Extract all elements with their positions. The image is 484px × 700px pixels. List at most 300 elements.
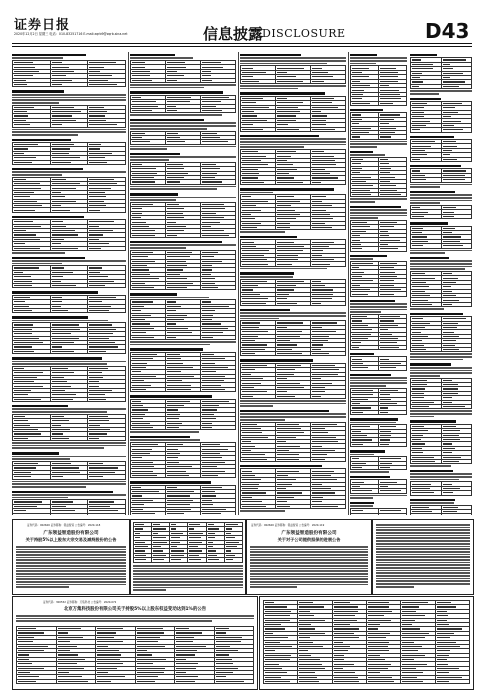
text-line: [16, 618, 254, 620]
text-line: [16, 557, 126, 559]
notice-company: 广东领益智造股份有限公司: [281, 531, 337, 536]
data-table: [350, 220, 407, 252]
text-line: [350, 495, 407, 497]
text-column-4: [350, 52, 407, 515]
text-line: [376, 572, 470, 574]
text-line: [410, 410, 472, 412]
text-line: [376, 554, 470, 556]
text-line: [376, 567, 470, 569]
data-table: [350, 388, 407, 415]
text-line: [350, 382, 407, 384]
text-line: [410, 473, 472, 475]
text-line: [12, 260, 126, 262]
text-line: [16, 584, 126, 586]
edition-info: [14, 31, 128, 36]
text-line: [12, 456, 126, 458]
notice-guarantee-progress: [246, 519, 372, 595]
disclosure-block: [12, 139, 126, 165]
data-table: [130, 162, 236, 185]
data-table: [240, 320, 346, 356]
section-heading: [410, 136, 454, 138]
text-line: [12, 174, 62, 176]
data-table: [410, 101, 472, 133]
disclosure-block: [350, 418, 407, 447]
section-heading: [410, 98, 441, 100]
text-line: [376, 532, 470, 534]
data-table: [130, 60, 236, 83]
text-line: [350, 217, 378, 219]
equity-change-table: [16, 626, 254, 686]
text-line: [130, 439, 200, 441]
text-line: [410, 370, 472, 372]
text-line: [376, 524, 470, 526]
data-table: [350, 479, 407, 493]
text-line: [350, 201, 375, 203]
text-line: [12, 411, 107, 413]
data-table: [130, 442, 236, 478]
section-heading: [12, 216, 84, 218]
text-line: [376, 535, 470, 537]
text-line: [133, 589, 166, 591]
data-table: [130, 399, 236, 431]
text-line: [130, 156, 236, 158]
text-column-3: [240, 52, 346, 515]
text-line: [16, 565, 126, 567]
section-heading: [130, 481, 211, 483]
text-line: [410, 413, 472, 415]
text-line: [16, 546, 126, 548]
section-heading: [410, 313, 463, 315]
disclosure-block: [12, 405, 126, 449]
section-heading: [12, 491, 113, 493]
disclosure-block: [410, 470, 472, 496]
text-line: [250, 551, 368, 553]
text-line: [350, 154, 385, 156]
data-table: [240, 422, 346, 463]
notice-code: 证券代码：002600 证券简称：领益智造 公告编号：2020-118: [27, 524, 101, 527]
notice-equity-change: [12, 596, 258, 690]
text-line: [240, 231, 285, 233]
data-table: [130, 485, 236, 515]
text-line: [130, 87, 204, 89]
text-line: [240, 416, 346, 418]
data-table: [12, 177, 126, 213]
disclosure-block: [240, 54, 346, 89]
section-heading: [240, 135, 319, 137]
text-line: [133, 576, 243, 578]
text-line: [350, 422, 396, 424]
text-line: [350, 309, 407, 311]
text-line: [350, 146, 377, 148]
text-line: [410, 353, 472, 355]
text-line: [133, 578, 243, 580]
data-table: [410, 168, 472, 182]
header-rule-thin: [12, 46, 472, 47]
text-line: [376, 583, 470, 585]
data-table: [12, 366, 126, 402]
section-heading: [240, 54, 301, 56]
notice-title: 北京万集科技股份有限公司关于持股5%以上股东权益变动达到1%的公告: [63, 607, 207, 612]
text-line: [16, 586, 69, 588]
text-line: [240, 510, 285, 512]
section-heading: [12, 90, 64, 92]
data-table: [410, 226, 472, 249]
text-line: [250, 565, 368, 567]
data-table: [16, 626, 254, 684]
text-line: [16, 559, 126, 561]
text-line: [410, 202, 440, 204]
disclosure-block: [240, 236, 346, 269]
text-line: [250, 586, 297, 588]
disclosure-block: [410, 499, 472, 515]
text-line: [240, 192, 273, 194]
text-line: [350, 497, 373, 499]
text-line: [240, 144, 346, 146]
text-line: [130, 114, 222, 116]
disclosure-block: [130, 153, 236, 190]
data-table: [350, 314, 407, 350]
text-line: [12, 57, 63, 59]
section-title: 信息披露: [203, 25, 264, 43]
text-line: [376, 543, 470, 545]
disclosure-block: [350, 300, 407, 350]
text-line: [410, 260, 472, 262]
text-line: [12, 361, 126, 363]
text-line: [410, 266, 472, 268]
text-line: [410, 194, 472, 196]
text-line: [240, 312, 346, 314]
text-line: [410, 186, 440, 188]
data-table: [263, 600, 470, 684]
text-column-2: [130, 52, 236, 515]
text-line: [376, 548, 470, 550]
text-line: [12, 97, 126, 99]
newspaper-logo: 证券日报: [14, 18, 71, 33]
section-heading: [410, 165, 461, 167]
text-line: [130, 84, 236, 86]
text-line: [350, 505, 373, 507]
data-table: [133, 522, 243, 563]
disclosure-block: [240, 135, 346, 185]
text-line: [240, 405, 273, 407]
notice-table-right: [259, 596, 474, 690]
text-line: [130, 122, 236, 124]
text-line: [133, 584, 243, 586]
text-line: [130, 344, 210, 346]
text-line: [12, 442, 126, 444]
text-line: [12, 486, 86, 488]
text-line: [133, 587, 243, 589]
text-line: [410, 359, 463, 361]
disclosure-block: [350, 109, 407, 148]
disclosure-block: [130, 54, 236, 88]
text-line: [130, 159, 169, 161]
disclosure-block: [350, 151, 407, 203]
disclosure-block: [12, 54, 126, 87]
disclosure-block: [410, 420, 472, 467]
column-divider: [238, 52, 239, 515]
section-heading: [410, 257, 449, 259]
text-line: [250, 576, 368, 578]
text-line: [376, 580, 470, 582]
section-heading: [130, 91, 223, 93]
disclosure-block: [240, 359, 346, 407]
text-line: [240, 141, 346, 143]
disclosure-block: [240, 188, 346, 233]
text-line: [16, 581, 126, 583]
data-table: [410, 139, 472, 162]
text-line: [350, 303, 407, 305]
data-table: [130, 202, 236, 238]
text-line: [350, 60, 407, 62]
section-heading: [240, 309, 290, 311]
data-table: [240, 363, 346, 399]
data-table: [12, 499, 126, 515]
data-table: [130, 95, 236, 114]
text-line: [410, 184, 472, 186]
text-line: [133, 581, 243, 583]
notice-code: 证券代码：002600 证券简称：领益智造 公告编号：2020-119: [251, 524, 325, 527]
section-heading: [240, 188, 334, 190]
section-heading: [130, 241, 222, 243]
data-table: [240, 279, 346, 306]
disclosure-block: [130, 395, 236, 433]
section-heading: [410, 54, 437, 56]
section-heading: [12, 257, 85, 259]
data-table: [12, 105, 126, 128]
text-line: [376, 559, 470, 561]
section-heading: [410, 420, 456, 422]
text-line: [410, 250, 472, 252]
text-line: [16, 568, 126, 570]
text-line: [350, 198, 407, 200]
data-table: [240, 65, 346, 84]
section-heading: [12, 452, 59, 454]
disclosure-block: [410, 165, 472, 188]
text-line: [130, 186, 236, 188]
text-line: [250, 573, 368, 575]
section-heading: [130, 193, 178, 195]
text-line: [130, 431, 199, 433]
page-number: D43: [425, 19, 470, 43]
disclosure-block: [240, 92, 346, 132]
disclosure-block: [130, 91, 236, 116]
section-heading: [350, 255, 387, 257]
disclosure-block: [130, 293, 236, 345]
text-line: [130, 128, 207, 130]
section-heading: [350, 450, 385, 452]
text-line: [16, 551, 126, 553]
text-line: [410, 263, 472, 265]
section-heading: [12, 357, 102, 359]
data-table: [410, 271, 472, 307]
data-table: [350, 112, 407, 139]
section-heading: [130, 54, 175, 56]
disclosure-block: [12, 168, 126, 213]
section-heading: [240, 359, 313, 361]
notice-body: [250, 545, 368, 591]
text-line: [350, 306, 407, 308]
text-line: [410, 367, 472, 369]
disclosure-block: [12, 357, 126, 402]
text-line: [12, 458, 70, 460]
section-heading: [350, 502, 374, 504]
text-line: [410, 375, 440, 377]
text-line: [12, 447, 104, 449]
text-line: [250, 554, 368, 556]
text-line: [12, 252, 65, 254]
data-table: [240, 468, 346, 509]
disclosure-block: [350, 476, 407, 499]
text-line: [130, 57, 193, 59]
section-heading: [240, 465, 322, 467]
disclosure-block: [410, 313, 472, 361]
disclosure-block: [130, 193, 236, 238]
notice-company: 广东领益智造股份有限公司: [43, 531, 99, 536]
section-heading: [240, 92, 325, 94]
data-table: [240, 149, 346, 185]
text-line: [350, 471, 389, 473]
text-line: [12, 102, 59, 104]
section-heading: [350, 300, 395, 302]
disclosure-block: [350, 255, 407, 297]
data-table: [350, 456, 407, 470]
text-line: [12, 129, 126, 131]
text-line: [350, 377, 407, 379]
text-line: [250, 557, 368, 559]
text-line: [410, 252, 445, 254]
column-divider: [348, 52, 349, 515]
data-table: [12, 265, 126, 288]
data-table: [130, 250, 236, 291]
text-line: [240, 268, 327, 270]
text-line: [16, 615, 254, 617]
disclosure-block: [240, 465, 346, 512]
text-line: [12, 263, 62, 265]
data-table: [240, 96, 346, 132]
text-line: [410, 93, 439, 95]
data-table: [240, 194, 346, 230]
text-line: [240, 419, 285, 421]
section-heading: [410, 470, 453, 472]
data-table: [410, 205, 472, 219]
text-line: [133, 568, 243, 570]
data-table: [12, 219, 126, 251]
text-line: [133, 565, 243, 567]
text-line: [16, 549, 126, 551]
text-line: [12, 408, 126, 410]
text-line: [376, 540, 470, 542]
notice-body: [16, 545, 126, 591]
text-line: [240, 318, 279, 320]
notice-title: 关于持股5%以上股东大宗交易及减持股份的公告: [25, 537, 117, 542]
section-heading: [130, 348, 203, 350]
text-line: [350, 215, 407, 217]
text-line: [250, 584, 368, 586]
text-line: [240, 146, 304, 148]
notice-continued: [372, 519, 474, 595]
text-line: [12, 94, 126, 96]
text-line: [130, 125, 236, 127]
text-line: [376, 570, 470, 572]
notice-intro: [16, 614, 254, 624]
disclosure-block: [12, 90, 126, 135]
text-line: [12, 320, 108, 322]
text-line: [130, 188, 217, 190]
data-table: [410, 378, 472, 410]
section-heading: [130, 395, 212, 397]
text-line: [350, 143, 407, 145]
section-heading: [12, 168, 83, 170]
text-line: [350, 380, 407, 382]
text-line: [250, 546, 368, 548]
disclosure-block: [130, 119, 236, 150]
text-line: [16, 562, 126, 564]
text-line: [12, 134, 78, 136]
disclosure-block: [240, 309, 346, 357]
data-table: [130, 299, 236, 340]
text-line: [130, 244, 236, 246]
disclosure-block: [410, 136, 472, 162]
text-line: [12, 483, 126, 485]
text-line: [410, 197, 472, 199]
text-line: [376, 578, 470, 580]
text-line: [240, 85, 346, 87]
text-line: [16, 576, 126, 578]
text-line: [130, 199, 176, 201]
text-line: [12, 497, 68, 499]
text-line: [410, 476, 472, 478]
section-heading: [12, 405, 68, 407]
section-heading: [130, 119, 204, 121]
text-line: [130, 341, 236, 343]
text-line: [133, 570, 243, 572]
text-line: [240, 57, 346, 59]
text-line: [133, 573, 243, 575]
notice-table-holdings: [130, 519, 246, 595]
text-line: [410, 200, 472, 202]
section-heading: [130, 293, 177, 295]
masthead: [0, 0, 484, 46]
disclosure-block: [130, 348, 236, 392]
disclosure-block: [12, 491, 126, 515]
notice-shareholder-reduction: [12, 519, 130, 595]
section-heading: [410, 363, 451, 365]
disclosure-block: [12, 291, 126, 313]
data-table: [130, 352, 236, 393]
text-line: [410, 268, 465, 270]
data-table: [350, 261, 407, 297]
holdings-notes: [133, 564, 243, 592]
text-line: [350, 57, 407, 59]
text-line: [410, 308, 444, 310]
text-line: [410, 90, 472, 92]
text-line: [240, 413, 346, 415]
text-line: [410, 502, 454, 504]
text-line: [12, 481, 126, 483]
disclosure-block: [130, 481, 236, 515]
text-line: [240, 315, 346, 317]
disclosure-block: [130, 436, 236, 478]
text-line: [350, 63, 376, 65]
text-line: [240, 88, 298, 90]
contact-info: 电话：010-83251716 E-mail:zqrb9@zqrb.sina.net: [49, 32, 128, 36]
edition-date: 2020年12月2日 星期三: [14, 32, 49, 36]
text-line: [12, 494, 126, 496]
data-table: [410, 316, 472, 352]
text-line: [410, 479, 459, 481]
text-line: [240, 138, 346, 140]
